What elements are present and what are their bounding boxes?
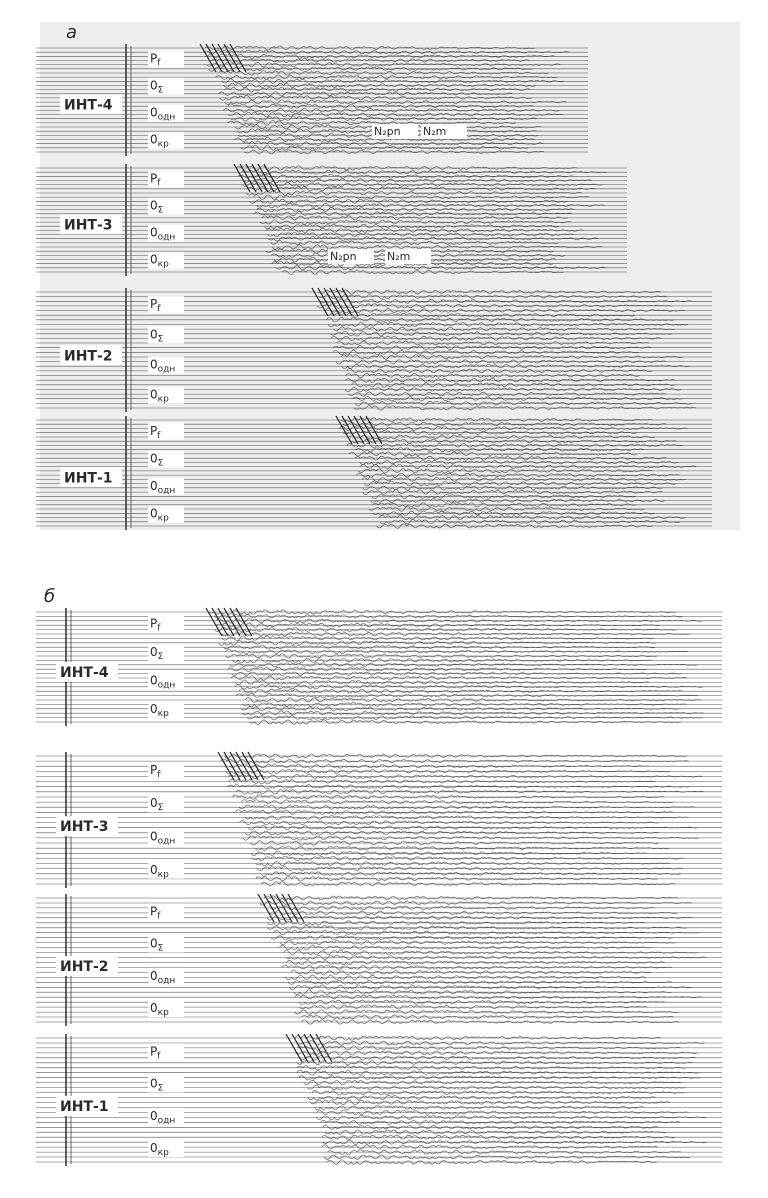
wave-train — [295, 1036, 707, 1165]
component-label: $0_{кр}$ — [150, 252, 169, 270]
wave-note: N₂pn — [374, 125, 401, 138]
component-label: $0_\Sigma$ — [150, 645, 164, 662]
interval-name: ИНТ-1 — [64, 470, 113, 487]
component-label: $0_{одн}$ — [150, 357, 176, 375]
component-label: $0_{одн}$ — [150, 829, 176, 847]
component-label: $P_f$ — [150, 904, 161, 922]
interval-block — [36, 752, 722, 888]
component-label: $P_f$ — [150, 51, 161, 69]
component-label: $0_\Sigma$ — [150, 327, 164, 345]
interval-name: ИНТ-4 — [64, 97, 113, 114]
component-label: $0_{одн}$ — [150, 673, 176, 691]
component-label: $0_{одн}$ — [150, 968, 176, 986]
interval-name: ИНТ-4 — [60, 664, 109, 681]
component-label: $P_f$ — [150, 616, 161, 634]
component-label: $0_{кр}$ — [150, 702, 169, 720]
panel-a — [36, 22, 740, 530]
interval-block — [36, 894, 722, 1026]
component-label: $0_\Sigma$ — [150, 1076, 164, 1094]
component-label: $0_\Sigma$ — [150, 796, 164, 814]
component-label: $0_\Sigma$ — [150, 451, 164, 469]
interval-name: ИНТ-3 — [64, 217, 113, 234]
interval-name: ИНТ-3 — [60, 819, 109, 836]
interval-name: ИНТ-2 — [64, 348, 113, 365]
component-label: $0_{кр}$ — [150, 506, 169, 524]
component-label: $P_f$ — [150, 1044, 161, 1062]
panel-letter: а — [66, 22, 78, 43]
wave-train — [208, 610, 704, 725]
wave-note: N₂m — [387, 250, 411, 263]
component-label: $P_f$ — [150, 297, 161, 315]
component-label: $P_f$ — [150, 762, 161, 780]
interval-name: ИНТ-1 — [60, 1098, 109, 1115]
interval-block — [36, 1034, 722, 1166]
component-label: $0_{кр}$ — [150, 387, 169, 405]
component-label: $P_f$ — [150, 171, 161, 189]
component-label: $0_{кр}$ — [150, 1141, 169, 1159]
component-label: $0_{одн}$ — [150, 1108, 176, 1126]
component-label: $0_\Sigma$ — [150, 198, 164, 216]
panel-letter: б — [44, 586, 56, 607]
component-label: $0_\Sigma$ — [150, 936, 164, 954]
wave-note: N₂m — [423, 125, 447, 138]
component-label: $0_{одн}$ — [150, 105, 176, 123]
component-label: $0_{кр}$ — [150, 1001, 169, 1019]
component-label: $0_\Sigma$ — [150, 78, 164, 96]
wave-train — [260, 896, 706, 1024]
component-label: $P_f$ — [150, 423, 161, 441]
panel-b — [36, 586, 722, 1166]
component-label: $0_{одн}$ — [150, 478, 176, 496]
interval-name: ИНТ-2 — [60, 958, 109, 975]
component-label: $0_{кр}$ — [150, 132, 169, 150]
component-label: $0_{кр}$ — [150, 862, 169, 880]
wave-train — [221, 754, 704, 886]
interval-block — [36, 608, 722, 726]
wave-note: N₂pn — [330, 250, 357, 263]
component-label: $0_{одн}$ — [150, 225, 176, 243]
